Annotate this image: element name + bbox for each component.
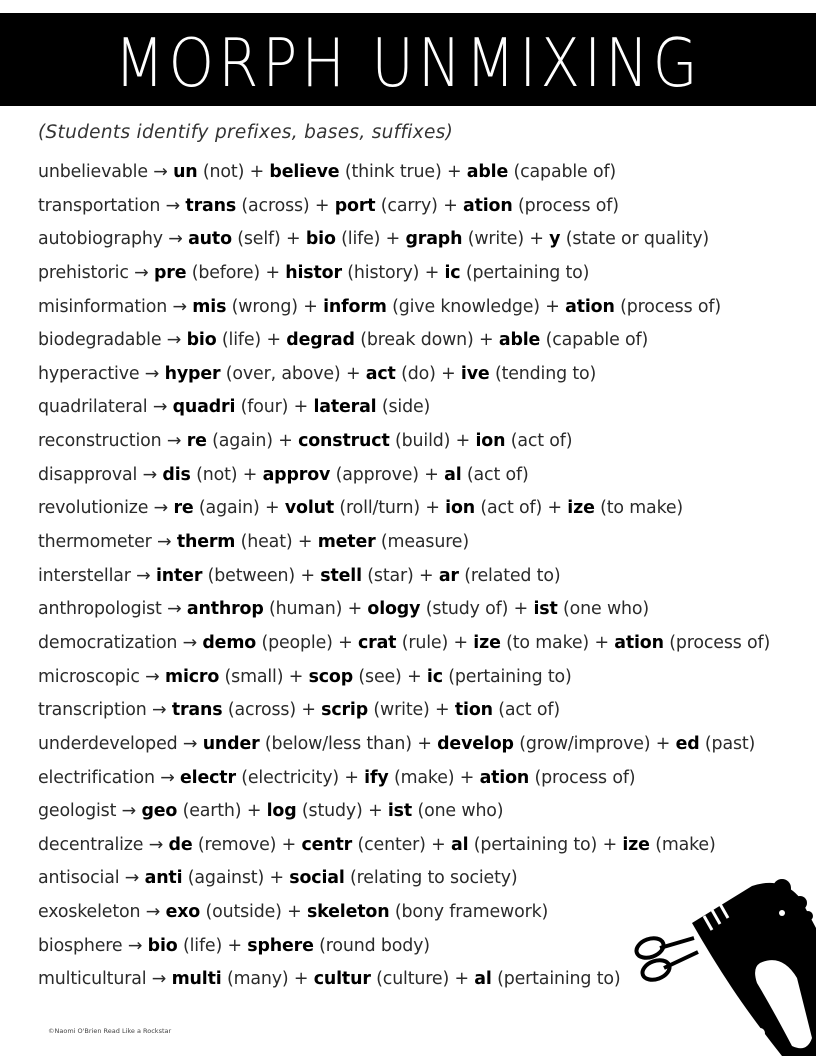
morpheme-meaning: (approve) [330,464,419,485]
morpheme-meaning: (grow/improve) [513,733,651,754]
plus-sign: + [419,262,445,283]
morpheme: ize [473,632,501,653]
morpheme: inform [323,296,387,317]
morpheme-meaning: (capable of) [508,162,617,182]
plus-sign: + [450,431,476,452]
morpheme: able [498,330,541,351]
morpheme-meaning: (across) [236,195,310,216]
morpheme: centr [301,834,353,855]
morpheme: anthrop [186,599,264,620]
morpheme-meaning: (capable of) [540,330,649,351]
word: underdeveloped [38,733,178,754]
morpheme: ist [387,801,413,822]
morpheme: al [450,834,469,855]
morpheme: ion [475,431,506,452]
plus-sign: + [473,330,499,351]
list-item [38,593,808,627]
morpheme: y [549,229,561,250]
plus-sign: + [222,935,248,956]
plus-sign: + [276,834,302,855]
morpheme-meaning: (remove) [192,834,277,855]
word: biosphere [38,935,123,956]
list-item [38,661,808,695]
morpheme-meaning: (life) [335,229,381,250]
list-item [38,762,808,796]
morpheme-meaning: (carry) [375,195,438,216]
morpheme-meaning: (wrong) [226,296,298,317]
hand-mixer-icon [632,868,816,1056]
arrow-icon: → [167,296,193,317]
morpheme-meaning: (give knowledge) [386,296,540,317]
word: revolutionize [38,498,149,519]
arrow-icon: → [130,565,156,586]
plus-sign: + [244,162,270,182]
morpheme-meaning: (make) [649,834,716,855]
list-item [38,358,808,392]
plus-sign: + [288,969,314,990]
morpheme-meaning: (relating to society) [344,868,518,889]
morpheme-meaning: (tending to) [489,363,597,384]
morpheme: ation [463,195,513,216]
instructions: (Students identify prefixes, bases, suffixes) [38,122,454,143]
plus-sign: + [237,464,263,485]
arrow-icon: → [137,464,163,485]
morpheme-meaning: (center) [352,834,426,855]
morpheme-meaning: (state or quality) [560,229,709,250]
morpheme: anti [144,868,183,889]
morpheme: able [466,162,509,182]
plus-sign: + [650,733,676,754]
morpheme-meaning: (one who) [412,801,504,822]
plus-sign: + [523,229,550,250]
plus-sign: + [362,801,388,822]
plus-sign: + [425,834,451,855]
morpheme: de [168,834,193,855]
word: prehistoric [38,262,129,283]
morpheme: meter [317,532,376,553]
list-item [38,291,808,325]
morpheme: ation [614,632,664,653]
morpheme: inter [155,565,203,586]
morpheme-meaning: (one who) [557,599,650,620]
morpheme: demo [202,632,257,653]
word: thermometer [38,532,152,553]
morpheme-meaning: (below/less than) [259,733,412,754]
word: biodegradable [38,330,162,351]
morpheme-meaning: (process of) [529,767,636,788]
morpheme-meaning: (against) [182,868,265,889]
arrow-icon: → [162,229,189,250]
list-item [38,795,808,829]
morpheme: under [202,733,260,754]
morpheme: ation [479,767,530,788]
word: reconstruction [38,431,162,452]
plus-sign: + [295,700,322,721]
morpheme-meaning: (between) [202,565,296,586]
morpheme: ist [533,599,558,620]
plus-sign: + [411,733,438,754]
morpheme-meaning: (heat) [235,532,293,553]
morpheme-meaning: (culture) [370,969,450,990]
morpheme-meaning: (pertaining to) [460,262,590,283]
morpheme-meaning: (four) [235,397,289,418]
plus-sign: + [435,363,461,384]
morpheme: tion [454,700,493,721]
morpheme-meaning: (write) [368,700,430,721]
morpheme-meaning: (act of) [492,700,560,721]
morpheme-meaning: (bony framework) [389,902,549,923]
morpheme: scop [308,666,354,687]
morpheme: re [173,498,194,519]
word: transcription [38,700,147,721]
list-item [38,560,808,594]
morpheme: al [444,464,462,485]
morpheme: un [173,162,198,182]
word: disapproval [38,464,138,485]
morpheme-meaning: (star) [361,565,414,586]
list-item [38,257,808,291]
plus-sign: + [449,969,475,990]
arrow-icon: → [148,498,174,519]
plus-sign: + [597,834,623,855]
plus-sign: + [340,363,366,384]
morpheme-meaning: (make) [388,767,455,788]
word: unbelievable [38,162,148,182]
morpheme: ize [622,834,650,855]
morpheme-meaning: (life) [177,935,223,956]
word: hyperactive [38,363,140,384]
morpheme-meaning: (history) [341,262,420,283]
morpheme-meaning: (small) [219,666,284,687]
morpheme-meaning: (before) [186,262,261,283]
plus-sign: + [429,700,455,721]
plus-sign: + [338,767,365,788]
morpheme: re [186,431,207,452]
morpheme-meaning: (rule) [396,632,449,653]
arrow-icon: → [161,330,187,351]
morpheme: ar [438,565,459,586]
arrow-icon: → [139,363,165,384]
morpheme: therm [176,532,236,553]
morpheme-meaning: (outside) [200,902,282,923]
morpheme: al [474,969,492,990]
word: misinformation [38,296,168,317]
morpheme: ed [675,733,700,754]
morpheme: mis [192,296,227,317]
arrow-icon: → [146,969,172,990]
word: electrification [38,767,155,788]
morpheme: construct [298,431,390,452]
morpheme: graph [405,229,463,250]
plus-sign: + [260,262,286,283]
morpheme: lateral [313,397,377,418]
list-item [38,526,808,560]
arrow-icon: → [160,195,186,216]
plus-sign: + [401,666,427,687]
morpheme: geo [141,801,178,822]
morpheme: cultur [313,969,371,990]
morpheme: act [365,363,396,384]
list-item [38,492,808,526]
morpheme: crat [357,632,397,653]
arrow-icon: → [139,666,165,687]
plus-sign: + [280,229,306,250]
word: multicultural [38,969,147,990]
morpheme-meaning: (again) [206,431,273,452]
arrow-icon: → [128,262,154,283]
plus-sign: + [283,666,309,687]
plus-sign: + [264,868,290,889]
morpheme-meaning: (see) [353,666,402,687]
plus-sign: + [272,431,299,452]
plus-sign: + [342,599,368,620]
morpheme: believe [269,162,340,182]
plus-sign: + [508,599,534,620]
word: microscopic [38,666,140,687]
arrow-icon: → [151,532,177,553]
plus-sign: + [309,195,335,216]
morpheme-meaning: (round body) [313,935,430,956]
morpheme-meaning: (think true) [339,162,442,182]
morpheme: degrad [286,330,355,351]
morpheme: sphere [247,935,314,956]
morpheme: ic [444,262,461,283]
morpheme-meaning: (to make) [500,632,590,653]
morpheme-meaning: (act of) [461,464,529,485]
morpheme-meaning: (study) [296,801,363,822]
plus-sign: + [332,632,358,653]
morpheme: dis [162,464,191,485]
morpheme: approv [262,464,331,485]
morpheme: micro [164,666,220,687]
list-item [38,728,808,762]
morpheme: pre [153,262,187,283]
morpheme-meaning: (to make) [594,498,684,519]
arrow-icon: → [154,767,181,788]
arrow-icon: → [147,397,173,418]
morpheme-meaning: (pertaining to) [442,666,572,687]
list-item [38,425,808,459]
morpheme: ology [367,599,421,620]
morpheme: multi [171,969,222,990]
arrow-icon: → [177,632,203,653]
plus-sign: + [295,565,321,586]
arrow-icon: → [147,162,174,182]
list-item [38,459,808,493]
morpheme-meaning: (many) [221,969,289,990]
plus-sign: + [380,229,406,250]
list-item [38,190,808,224]
morpheme: ize [567,498,595,519]
morpheme-meaning: (past) [699,733,756,754]
plus-sign: + [419,498,446,519]
morpheme: trans [185,195,237,216]
word: exoskeleton [38,902,141,923]
plus-sign: + [292,532,318,553]
title-bar [0,13,816,106]
word: transportation [38,195,161,216]
arrow-icon: → [177,733,203,754]
morpheme: scrip [321,700,369,721]
morpheme-meaning: (act of) [475,498,543,519]
morpheme: ion [445,498,476,519]
plus-sign: + [539,296,566,317]
morpheme-meaning: (related to) [458,565,561,586]
page-title: MORPH UNMIXING [114,23,702,102]
morpheme: port [334,195,376,216]
morpheme: exo [165,902,201,923]
arrow-icon: → [146,700,172,721]
morpheme-meaning: (over, above) [220,363,341,384]
morpheme: ation [565,296,615,317]
morpheme-meaning: (across) [222,700,296,721]
morpheme: electr [180,767,236,788]
morpheme: ic [426,666,443,687]
morpheme-meaning: (electricity) [235,767,339,788]
plus-sign: + [418,464,445,485]
plus-sign: + [413,565,439,586]
morpheme-meaning: (process of) [663,632,771,653]
morpheme-meaning: (study of) [420,599,509,620]
morpheme-meaning: (side) [376,397,431,418]
morpheme: hyper [164,363,221,384]
word: decentralize [38,834,144,855]
morpheme: skeleton [306,902,390,923]
morpheme-meaning: (write) [462,229,524,250]
arrow-icon: → [119,868,145,889]
morpheme-meaning: (process of) [512,195,619,216]
morpheme-meaning: (again) [193,498,260,519]
word: democratization [38,632,178,653]
arrow-icon: → [161,599,187,620]
arrow-icon: → [161,431,187,452]
plus-sign: + [448,632,474,653]
arrow-icon: → [140,902,166,923]
arrow-icon: → [116,801,142,822]
morpheme-meaning: (do) [395,363,436,384]
morpheme: ify [364,767,389,788]
morpheme-meaning: (process of) [614,296,721,317]
plus-sign: + [297,296,324,317]
morpheme-meaning: (break down) [354,330,474,351]
morpheme-meaning: (act of) [505,431,573,452]
word: antisocial [38,868,120,889]
morpheme: bio [305,229,336,250]
copyright: ©Naomi O'Brien Read Like a Rockstar [48,1027,172,1035]
morpheme-meaning: (pertaining to) [491,969,621,990]
list-item [38,829,808,863]
morpheme-meaning: (human) [263,599,343,620]
morpheme: log [266,801,297,822]
list-item [38,156,808,190]
morpheme-meaning: (pertaining to) [468,834,598,855]
plus-sign: + [542,498,568,519]
arrow-icon: → [122,935,148,956]
plus-sign: + [589,632,615,653]
word: geologist [38,801,117,822]
morpheme: volut [284,498,335,519]
morpheme-meaning: (people) [256,632,333,653]
plus-sign: + [437,195,463,216]
list-item [38,223,808,257]
morpheme: bio [186,330,217,351]
plus-sign: + [288,397,314,418]
morpheme-meaning: (not) [190,464,238,485]
plus-sign: + [454,767,480,788]
morpheme-meaning: (measure) [375,532,469,553]
morpheme-meaning: (earth) [177,801,242,822]
morpheme: bio [147,935,178,956]
morpheme-meaning: (roll/turn) [334,498,420,519]
word: interstellar [38,565,131,586]
list-item [38,324,808,358]
morpheme: auto [188,229,232,250]
plus-sign: + [259,498,285,519]
morpheme: social [289,868,345,889]
plus-sign: + [441,162,467,182]
morpheme-meaning: (life) [216,330,262,351]
morpheme-meaning: (self) [231,229,281,250]
morpheme-meaning: (not) [197,162,245,182]
morpheme: ive [460,363,490,384]
arrow-icon: → [143,834,169,855]
word: autobiography [38,229,163,250]
morpheme: stell [320,565,362,586]
plus-sign: + [281,902,307,923]
word: anthropologist [38,599,162,620]
morpheme: trans [171,700,223,721]
plus-sign: + [261,330,287,351]
list-item [38,694,808,728]
morpheme-meaning: (build) [389,431,451,452]
plus-sign: + [241,801,267,822]
morpheme: quadri [172,397,236,418]
list-item [38,391,808,425]
morpheme: histor [285,262,342,283]
word: quadrilateral [38,397,148,418]
list-item [38,627,808,661]
morpheme: develop [437,733,514,754]
